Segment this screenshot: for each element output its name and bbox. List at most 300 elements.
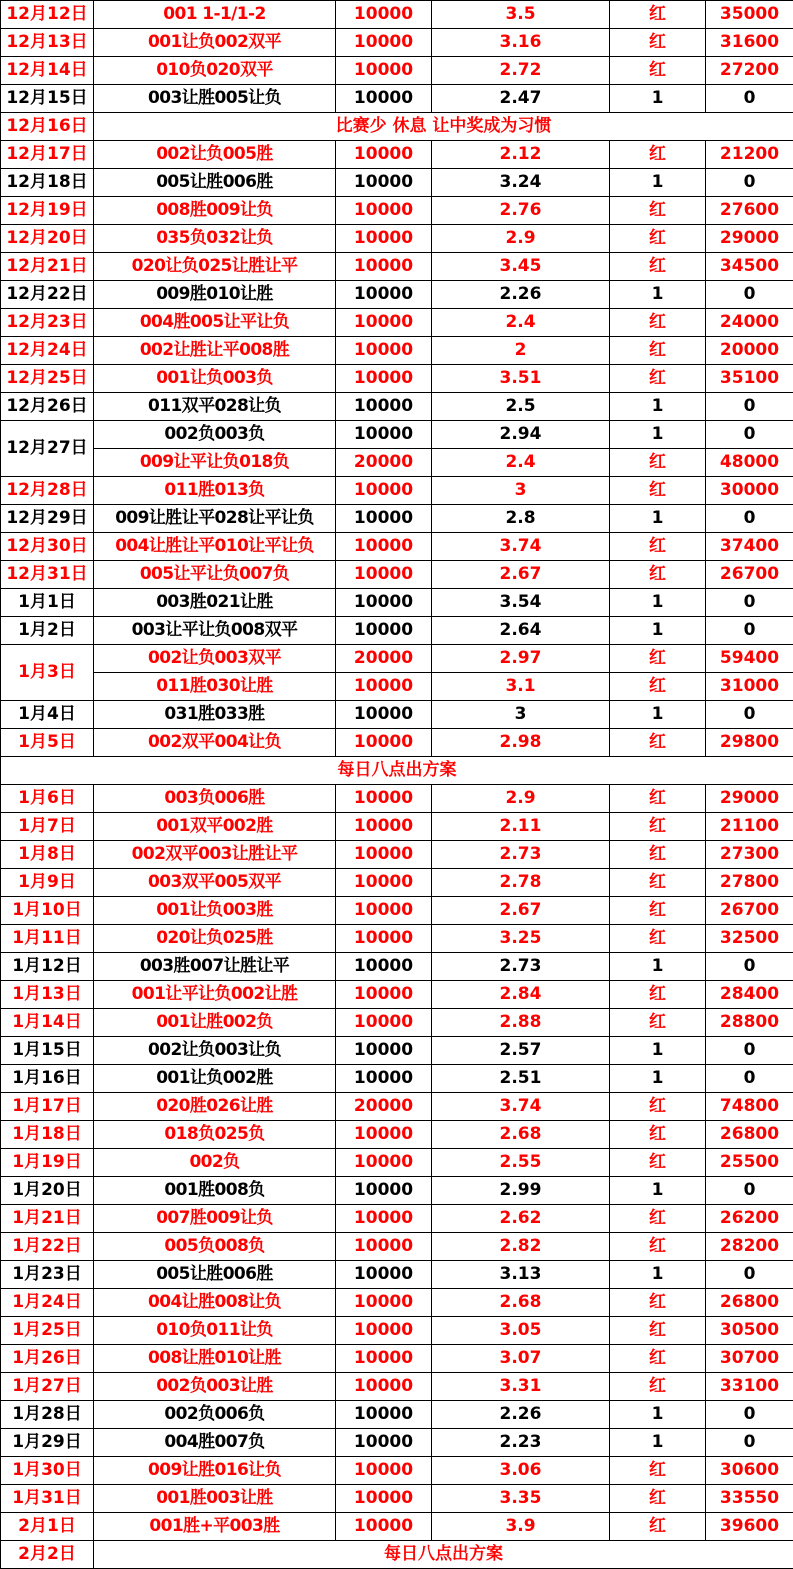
date-cell: 12月30日 [1, 533, 94, 561]
match-cell: 035负032让负 [94, 225, 336, 253]
match-cell: 004让胜008让负 [94, 1289, 336, 1317]
stake-cell: 10000 [336, 1289, 432, 1317]
table-row [1, 1205, 793, 1233]
date-cell: 1月6日 [1, 785, 94, 813]
date-cell: 12月18日 [1, 169, 94, 197]
result-cell: 红 [610, 309, 706, 337]
match-cell: 003胜007让胜让平 [94, 953, 336, 981]
odds-cell: 3.05 [432, 1317, 610, 1345]
table-row [1, 729, 793, 757]
odds-cell: 3.1 [432, 673, 610, 701]
match-cell: 002负006负 [94, 1401, 336, 1429]
odds-cell: 3 [432, 477, 610, 505]
result-cell: 1 [610, 1429, 706, 1457]
table-row [1, 365, 793, 393]
date-cell: 12月23日 [1, 309, 94, 337]
match-cell: 003让胜005让负 [94, 85, 336, 113]
payout-cell: 0 [706, 589, 793, 617]
date-cell: 1月25日 [1, 1317, 94, 1345]
match-cell: 003负006胜 [94, 785, 336, 813]
odds-cell: 3.06 [432, 1457, 610, 1485]
result-cell: 1 [610, 617, 706, 645]
payout-cell: 30600 [706, 1457, 793, 1485]
match-cell: 001让负003负 [94, 365, 336, 393]
match-cell: 001让负002胜 [94, 1065, 336, 1093]
table-row [1, 1065, 793, 1093]
result-cell: 红 [610, 1345, 706, 1373]
date-cell: 1月13日 [1, 981, 94, 1009]
table-row [1, 1345, 793, 1373]
date-cell: 12月20日 [1, 225, 94, 253]
stake-cell: 10000 [336, 1121, 432, 1149]
odds-cell: 2.9 [432, 785, 610, 813]
result-cell: 1 [610, 393, 706, 421]
result-cell: 红 [610, 141, 706, 169]
odds-cell: 3 [432, 701, 610, 729]
payout-cell: 33100 [706, 1373, 793, 1401]
match-cell: 002负 [94, 1149, 336, 1177]
table-row [1, 393, 793, 421]
record-table-body [1, 1, 793, 1569]
table-row [1, 253, 793, 281]
payout-cell: 33550 [706, 1485, 793, 1513]
odds-cell: 3.07 [432, 1345, 610, 1373]
result-cell: 1 [610, 1065, 706, 1093]
match-cell: 020让负025让胜让平 [94, 253, 336, 281]
table-row [1, 477, 793, 505]
stake-cell: 10000 [336, 589, 432, 617]
date-cell: 1月30日 [1, 1457, 94, 1485]
odds-cell: 3.16 [432, 29, 610, 57]
payout-cell: 0 [706, 281, 793, 309]
stake-cell: 10000 [336, 1345, 432, 1373]
result-cell: 1 [610, 1037, 706, 1065]
odds-cell: 2.47 [432, 85, 610, 113]
date-cell: 12月17日 [1, 141, 94, 169]
match-cell: 011胜013负 [94, 477, 336, 505]
match-cell: 010负020双平 [94, 57, 336, 85]
odds-cell: 2.67 [432, 897, 610, 925]
date-cell: 1月29日 [1, 1429, 94, 1457]
stake-cell: 10000 [336, 1149, 432, 1177]
payout-cell: 31600 [706, 29, 793, 57]
result-cell: 红 [610, 785, 706, 813]
stake-cell: 10000 [336, 225, 432, 253]
table-row [1, 785, 793, 813]
stake-cell: 10000 [336, 701, 432, 729]
match-cell: 002让负003让负 [94, 1037, 336, 1065]
match-cell: 005让胜006胜 [94, 169, 336, 197]
stake-cell: 10000 [336, 897, 432, 925]
table-row [1, 1121, 793, 1149]
payout-cell: 0 [706, 1177, 793, 1205]
stake-cell: 10000 [336, 729, 432, 757]
stake-cell: 10000 [336, 1177, 432, 1205]
table-row [1, 1233, 793, 1261]
note-cell: 每日八点出方案 [94, 1541, 793, 1569]
table-row [1, 421, 793, 449]
payout-cell: 26800 [706, 1289, 793, 1317]
match-cell: 001让负003胜 [94, 897, 336, 925]
payout-cell: 28200 [706, 1233, 793, 1261]
date-cell: 1月22日 [1, 1233, 94, 1261]
date-cell: 1月1日 [1, 589, 94, 617]
odds-cell: 3.9 [432, 1513, 610, 1541]
date-cell: 1月2日 [1, 617, 94, 645]
stake-cell: 10000 [336, 365, 432, 393]
result-cell: 红 [610, 1121, 706, 1149]
date-cell: 1月8日 [1, 841, 94, 869]
banner-cell: 每日八点出方案 [1, 757, 793, 785]
result-cell: 红 [610, 1373, 706, 1401]
odds-cell: 2.73 [432, 841, 610, 869]
table-row [1, 1093, 793, 1121]
payout-cell: 27600 [706, 197, 793, 225]
match-cell: 003双平005双平 [94, 869, 336, 897]
result-cell: 红 [610, 225, 706, 253]
payout-cell: 48000 [706, 449, 793, 477]
match-cell: 018负025负 [94, 1121, 336, 1149]
odds-cell: 2.82 [432, 1233, 610, 1261]
match-cell: 007胜009让负 [94, 1205, 336, 1233]
stake-cell: 10000 [336, 1485, 432, 1513]
payout-cell: 0 [706, 85, 793, 113]
date-cell: 12月25日 [1, 365, 94, 393]
date-cell: 12月15日 [1, 85, 94, 113]
payout-cell: 0 [706, 701, 793, 729]
stake-cell: 10000 [336, 1513, 432, 1541]
payout-cell: 27300 [706, 841, 793, 869]
payout-cell: 21200 [706, 141, 793, 169]
table-row [1, 869, 793, 897]
stake-cell: 10000 [336, 841, 432, 869]
result-cell: 红 [610, 1233, 706, 1261]
stake-cell: 10000 [336, 617, 432, 645]
date-cell: 1月21日 [1, 1205, 94, 1233]
table-row [1, 57, 793, 85]
table-row [1, 141, 793, 169]
payout-cell: 30000 [706, 477, 793, 505]
date-cell: 1月31日 [1, 1485, 94, 1513]
payout-cell: 29800 [706, 729, 793, 757]
stake-cell: 10000 [336, 309, 432, 337]
payout-cell: 0 [706, 393, 793, 421]
stake-cell: 10000 [336, 561, 432, 589]
odds-cell: 2.97 [432, 645, 610, 673]
payout-cell: 0 [706, 1037, 793, 1065]
result-cell: 红 [610, 197, 706, 225]
match-cell: 011双平028让负 [94, 393, 336, 421]
odds-cell: 3.5 [432, 1, 610, 29]
payout-cell: 26700 [706, 897, 793, 925]
table-row [1, 1261, 793, 1289]
table-row [1, 1177, 793, 1205]
date-cell: 12月26日 [1, 393, 94, 421]
stake-cell: 10000 [336, 1009, 432, 1037]
match-cell: 009胜010让胜 [94, 281, 336, 309]
match-cell: 008胜009让负 [94, 197, 336, 225]
result-cell: 红 [610, 253, 706, 281]
payout-cell: 39600 [706, 1513, 793, 1541]
odds-cell: 2.11 [432, 813, 610, 841]
stake-cell: 10000 [336, 281, 432, 309]
match-cell: 001让平让负002让胜 [94, 981, 336, 1009]
note-row [1, 1541, 793, 1569]
date-cell: 12月28日 [1, 477, 94, 505]
odds-cell: 2.4 [432, 449, 610, 477]
stake-cell: 10000 [336, 869, 432, 897]
odds-cell: 2.72 [432, 57, 610, 85]
table-row [1, 1373, 793, 1401]
note-row [1, 113, 793, 141]
odds-cell: 2.23 [432, 1429, 610, 1457]
payout-cell: 28800 [706, 1009, 793, 1037]
date-cell: 1月10日 [1, 897, 94, 925]
odds-cell: 3.51 [432, 365, 610, 393]
result-cell: 红 [610, 813, 706, 841]
result-cell: 1 [610, 85, 706, 113]
result-cell: 1 [610, 421, 706, 449]
match-cell: 001胜003让胜 [94, 1485, 336, 1513]
table-row [1, 1149, 793, 1177]
payout-cell: 30700 [706, 1345, 793, 1373]
match-cell: 001胜008负 [94, 1177, 336, 1205]
table-row [1, 449, 793, 477]
result-cell: 红 [610, 841, 706, 869]
table-row [1, 1, 793, 29]
result-cell: 红 [610, 477, 706, 505]
date-cell: 1月28日 [1, 1401, 94, 1429]
table-row [1, 925, 793, 953]
stake-cell: 10000 [336, 505, 432, 533]
table-row [1, 533, 793, 561]
match-cell: 011胜030让胜 [94, 673, 336, 701]
odds-cell: 2.5 [432, 393, 610, 421]
payout-cell: 0 [706, 617, 793, 645]
payout-cell: 34500 [706, 253, 793, 281]
odds-cell: 3.24 [432, 169, 610, 197]
odds-cell: 2.55 [432, 1149, 610, 1177]
payout-cell: 35000 [706, 1, 793, 29]
match-cell: 002让负005胜 [94, 141, 336, 169]
table-row [1, 617, 793, 645]
payout-cell: 27200 [706, 57, 793, 85]
payout-cell: 25500 [706, 1149, 793, 1177]
table-row [1, 505, 793, 533]
stake-cell: 10000 [336, 421, 432, 449]
date-cell: 12月14日 [1, 57, 94, 85]
date-cell: 12月21日 [1, 253, 94, 281]
stake-cell: 10000 [336, 1037, 432, 1065]
table-row [1, 1513, 793, 1541]
result-cell: 红 [610, 897, 706, 925]
match-cell: 001 1-1/1-2 [94, 1, 336, 29]
result-cell: 红 [610, 1317, 706, 1345]
date-cell: 2月1日 [1, 1513, 94, 1541]
match-cell: 001让胜002负 [94, 1009, 336, 1037]
date-cell: 1月15日 [1, 1037, 94, 1065]
note-cell: 比赛少 休息 让中奖成为习惯 [94, 113, 793, 141]
match-cell: 008让胜010让胜 [94, 1345, 336, 1373]
match-cell: 004胜007负 [94, 1429, 336, 1457]
payout-cell: 0 [706, 505, 793, 533]
stake-cell: 10000 [336, 29, 432, 57]
match-cell: 005让平让负007负 [94, 561, 336, 589]
table-row [1, 589, 793, 617]
payout-cell: 0 [706, 421, 793, 449]
table-row [1, 1457, 793, 1485]
stake-cell: 20000 [336, 449, 432, 477]
stake-cell: 10000 [336, 57, 432, 85]
match-cell: 002负003让胜 [94, 1373, 336, 1401]
table-row [1, 1317, 793, 1345]
banner-row [1, 757, 793, 785]
stake-cell: 10000 [336, 1205, 432, 1233]
match-cell: 005负008负 [94, 1233, 336, 1261]
result-cell: 红 [610, 449, 706, 477]
date-cell: 1月24日 [1, 1289, 94, 1317]
date-cell: 12月24日 [1, 337, 94, 365]
table-row [1, 337, 793, 365]
date-cell: 1月12日 [1, 953, 94, 981]
table-row [1, 897, 793, 925]
table-row [1, 981, 793, 1009]
result-cell: 红 [610, 57, 706, 85]
odds-cell: 2.68 [432, 1289, 610, 1317]
match-cell: 009让胜016让负 [94, 1457, 336, 1485]
stake-cell: 10000 [336, 673, 432, 701]
table-row [1, 169, 793, 197]
payout-cell: 27800 [706, 869, 793, 897]
odds-cell: 3.54 [432, 589, 610, 617]
date-cell: 1月20日 [1, 1177, 94, 1205]
stake-cell: 10000 [336, 981, 432, 1009]
odds-cell: 3.31 [432, 1373, 610, 1401]
payout-cell: 74800 [706, 1093, 793, 1121]
result-cell: 红 [610, 729, 706, 757]
payout-cell: 59400 [706, 645, 793, 673]
payout-cell: 31000 [706, 673, 793, 701]
stake-cell: 10000 [336, 169, 432, 197]
stake-cell: 10000 [336, 85, 432, 113]
result-cell: 红 [610, 1485, 706, 1513]
date-cell: 12月22日 [1, 281, 94, 309]
table-row [1, 1289, 793, 1317]
match-cell: 001双平002胜 [94, 813, 336, 841]
stake-cell: 10000 [336, 197, 432, 225]
date-cell: 1月17日 [1, 1093, 94, 1121]
table-row [1, 841, 793, 869]
result-cell: 1 [610, 1401, 706, 1429]
match-cell: 003让平让负008双平 [94, 617, 336, 645]
odds-cell: 3.25 [432, 925, 610, 953]
result-cell: 红 [610, 869, 706, 897]
stake-cell: 10000 [336, 1065, 432, 1093]
date-cell: 1月7日 [1, 813, 94, 841]
odds-cell: 3.35 [432, 1485, 610, 1513]
payout-cell: 0 [706, 169, 793, 197]
stake-cell: 10000 [336, 1261, 432, 1289]
date-cell: 12月12日 [1, 1, 94, 29]
date-cell: 1月27日 [1, 1373, 94, 1401]
table-row [1, 29, 793, 57]
match-cell: 004胜005让平让负 [94, 309, 336, 337]
odds-cell: 2.94 [432, 421, 610, 449]
result-cell: 红 [610, 673, 706, 701]
payout-cell: 26800 [706, 1121, 793, 1149]
stake-cell: 10000 [336, 533, 432, 561]
result-cell: 红 [610, 337, 706, 365]
payout-cell: 29000 [706, 785, 793, 813]
table-row [1, 953, 793, 981]
table-row [1, 85, 793, 113]
odds-cell: 3.74 [432, 1093, 610, 1121]
match-cell: 031胜033胜 [94, 701, 336, 729]
result-cell: 红 [610, 561, 706, 589]
result-cell: 红 [610, 1, 706, 29]
odds-cell: 2.8 [432, 505, 610, 533]
table-row [1, 645, 793, 673]
date-cell: 1月16日 [1, 1065, 94, 1093]
odds-cell: 2.26 [432, 1401, 610, 1429]
result-cell: 1 [610, 953, 706, 981]
match-cell: 004让胜让平010让平让负 [94, 533, 336, 561]
table-row [1, 1401, 793, 1429]
date-cell: 1月5日 [1, 729, 94, 757]
date-cell: 12月31日 [1, 561, 94, 589]
result-cell: 红 [610, 1513, 706, 1541]
date-cell: 1月19日 [1, 1149, 94, 1177]
table-row [1, 281, 793, 309]
odds-cell: 2.67 [432, 561, 610, 589]
odds-cell: 2.98 [432, 729, 610, 757]
match-cell: 002负003负 [94, 421, 336, 449]
table-row [1, 225, 793, 253]
odds-cell: 2 [432, 337, 610, 365]
date-cell: 12月13日 [1, 29, 94, 57]
odds-cell: 2.64 [432, 617, 610, 645]
stake-cell: 10000 [336, 785, 432, 813]
payout-cell: 30500 [706, 1317, 793, 1345]
stake-cell: 10000 [336, 337, 432, 365]
match-cell: 001让负002双平 [94, 29, 336, 57]
stake-cell: 10000 [336, 1317, 432, 1345]
payout-cell: 0 [706, 953, 793, 981]
result-cell: 红 [610, 981, 706, 1009]
odds-cell: 2.99 [432, 1177, 610, 1205]
result-cell: 红 [610, 1009, 706, 1037]
date-cell: 2月2日 [1, 1541, 94, 1569]
stake-cell: 10000 [336, 393, 432, 421]
match-cell: 020让负025胜 [94, 925, 336, 953]
stake-cell: 10000 [336, 477, 432, 505]
stake-cell: 10000 [336, 1401, 432, 1429]
table-row [1, 561, 793, 589]
payout-cell: 26200 [706, 1205, 793, 1233]
result-cell: 红 [610, 1149, 706, 1177]
result-cell: 红 [610, 533, 706, 561]
result-cell: 1 [610, 589, 706, 617]
match-cell: 002让胜让平008胜 [94, 337, 336, 365]
odds-cell: 3.74 [432, 533, 610, 561]
result-cell: 1 [610, 1261, 706, 1289]
table-row [1, 813, 793, 841]
match-cell: 002让负003双平 [94, 645, 336, 673]
payout-cell: 29000 [706, 225, 793, 253]
date-cell: 1月9日 [1, 869, 94, 897]
result-cell: 1 [610, 1177, 706, 1205]
date-cell: 1月18日 [1, 1121, 94, 1149]
